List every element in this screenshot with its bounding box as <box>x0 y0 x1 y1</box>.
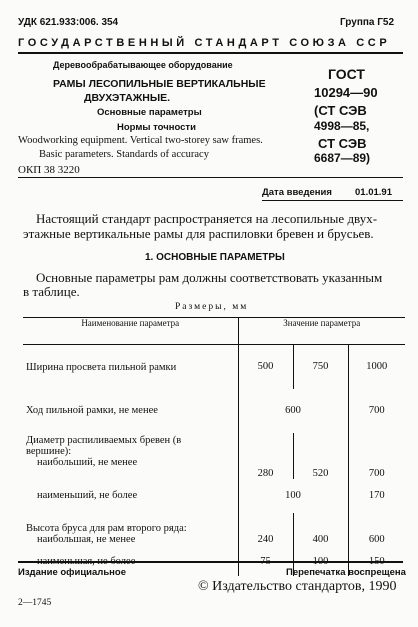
doc-title-line1: РАМЫ ЛЕСОПИЛЬНЫЕ ВЕРТИКАЛЬНЫЕ <box>53 78 266 90</box>
cell-value: 240 <box>238 534 293 548</box>
st-sev-number-1: 4998—85, <box>314 119 370 133</box>
table-row <box>23 389 405 433</box>
standard-title: ГОСУДАРСТВЕННЫЙ СТАНДАРТ СОЮЗА ССР <box>18 37 391 49</box>
row-label: наибольшая, не менее <box>37 533 136 545</box>
header-rule <box>18 52 403 54</box>
intro-text-line1: Настоящий стандарт распространяется на лесопильные двух- <box>36 211 378 226</box>
st-sev-number-2: 6687—89) <box>314 151 371 165</box>
column-header-name: Наименование параметра <box>23 318 238 345</box>
row-label: наибольший, не менее <box>37 456 138 468</box>
cell-value: 600 <box>348 534 405 548</box>
title-block-rule <box>18 177 403 178</box>
group-code: Группа Г52 <box>340 17 395 28</box>
footer-rule <box>18 561 403 563</box>
subtitle-basic-params: Основные параметры <box>97 107 202 118</box>
udk-code: УДК 621.933:006. 354 <box>18 17 119 28</box>
cell-value: 170 <box>348 479 405 513</box>
intro-date-rule <box>262 200 403 201</box>
doc-title-line2: ДВУХЭТАЖНЫЕ. <box>84 92 171 104</box>
cell-value: 400 <box>293 534 348 548</box>
reprint-notice: Перепечатка воспрещена <box>286 567 406 578</box>
table-row <box>23 433 405 446</box>
table-row <box>23 513 405 534</box>
intro-text-line2: этажные вертикальные рамы для распиловки бревен и брусьев. <box>23 226 374 241</box>
cell-value: 100 <box>238 479 348 513</box>
st-sev-label-1: (СТ СЭВ <box>314 103 367 118</box>
column-header-value: Значение параметра <box>238 318 405 345</box>
table-row <box>23 457 405 479</box>
table-row <box>23 479 405 513</box>
print-code: 2—1745 <box>18 598 52 608</box>
table-row <box>23 446 405 457</box>
gost-number: 10294—90 <box>314 85 378 100</box>
cell-value: 700 <box>348 457 405 479</box>
row-label: Диаметр распиливаемых бревен (в <box>26 434 182 446</box>
subtitle-accuracy: Нормы точности <box>117 122 196 133</box>
cell-value: 520 <box>293 457 348 479</box>
okp-code: ОКП 38 3220 <box>18 164 80 176</box>
row-label: Ход пильной рамки, не менее <box>26 405 158 416</box>
intro-date-label: Дата введения <box>262 187 332 198</box>
table-row <box>23 534 405 548</box>
cell-value: 700 <box>348 389 405 433</box>
table-row <box>23 345 405 389</box>
row-label: Ширина просвета пильной рамки <box>26 362 177 374</box>
row-label: вершине): <box>26 445 72 457</box>
intro-date-value: 01.01.91 <box>355 187 392 198</box>
row-label: Высота бруса для рам второго ряда: <box>26 522 187 534</box>
cell-value: 750 <box>293 345 348 389</box>
cell-value: 600 <box>238 389 348 433</box>
copyright-notice: © Издательство стандартов, 1990 <box>198 579 397 594</box>
english-title-line2: Basic parameters. Standards of accuracy <box>39 149 209 160</box>
section-text-line2: в таблице. <box>23 284 80 299</box>
gost-label: ГОСТ <box>328 66 365 82</box>
section-text-line1: Основные параметры рам должны соответствовать указанным <box>36 270 383 285</box>
st-sev-label-2: СТ СЭВ <box>318 136 367 151</box>
cell-value: 1000 <box>348 345 405 389</box>
category-label: Деревообрабатывающее оборудование <box>53 60 233 70</box>
section-heading: 1. ОСНОВНЫЕ ПАРАМЕТРЫ <box>145 252 285 263</box>
row-label: наименьший, не более <box>37 490 138 501</box>
english-title-line1: Woodworking equipment. Vertical two-storey saw frames. <box>18 135 263 146</box>
cell-value: 280 <box>238 457 293 479</box>
table-caption: Размеры, мм <box>175 302 249 312</box>
official-edition-label: Издание официальное <box>18 567 126 578</box>
parameters-table <box>23 317 405 576</box>
cell-value: 500 <box>238 345 293 389</box>
